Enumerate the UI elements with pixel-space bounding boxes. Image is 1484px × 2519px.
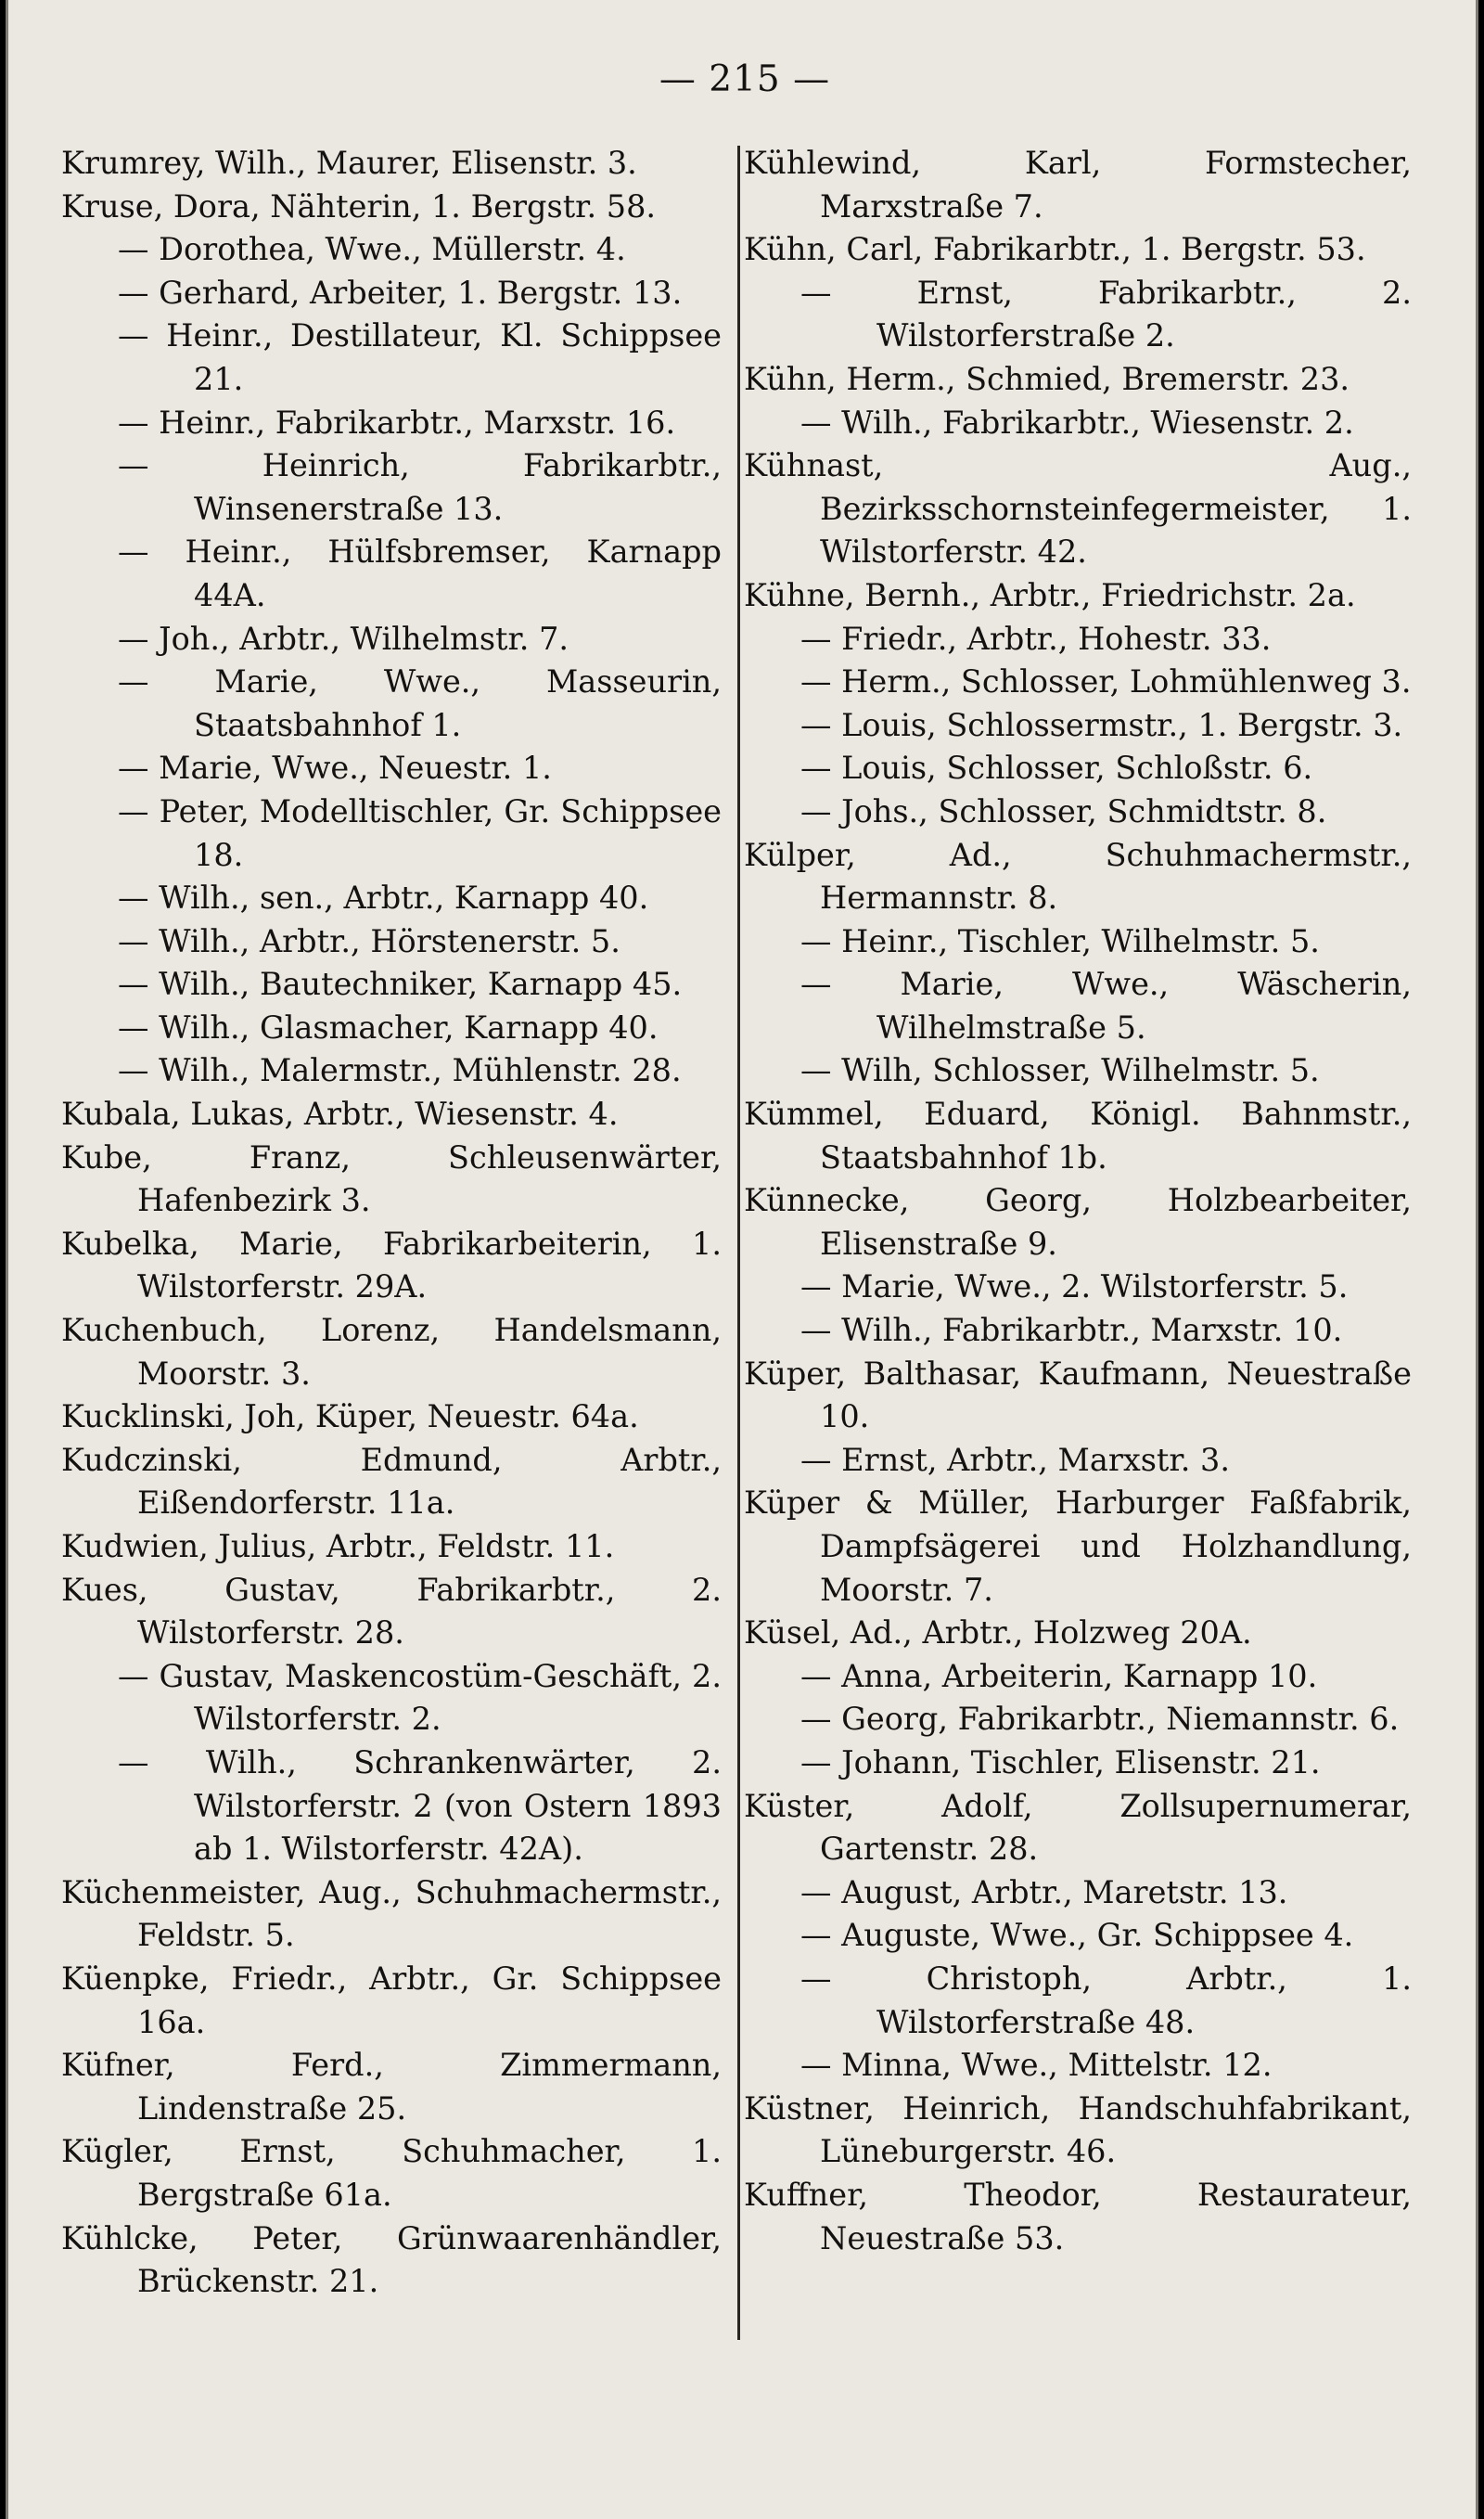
directory-subentry: — Wilh, Schlosser, Wilhelmstr. 5.: [744, 1049, 1412, 1093]
directory-subentry: — Wilh., Malermstr., Mühlenstr. 28.: [61, 1049, 722, 1093]
directory-subentry: — Marie, Wwe., Masseurin, Staatsbahnhof 1.: [61, 661, 722, 747]
directory-subentry: — Dorothea, Wwe., Müllerstr. 4.: [61, 228, 722, 272]
directory-entry: Külper, Ad., Schuhmachermstr., Hermannstr. 8.: [744, 836, 1412, 917]
directory-entry: Kühnast, Aug., Bezirksschornsteinfegermeister, 1. Wilstorferstr. 42.: [744, 447, 1412, 571]
directory-subentry: — Heinr., Fabrikarbtr., Marxstr. 16.: [61, 402, 722, 445]
directory-subentry: — Marie, Wwe., Wäscherin, Wilhelmstraße 5.: [744, 963, 1412, 1049]
directory-entry: Kümmel, Eduard, Königl. Bahnmstr., Staatsbahnhof 1b.: [744, 1096, 1412, 1176]
directory-entry: Küenpke, Friedr., Arbtr., Gr. Schippsee 16a.: [61, 1960, 722, 2040]
directory-subentry: — Wilh., Fabrikarbtr., Wiesenstr. 2.: [744, 402, 1412, 445]
directory-entry: Kühlcke, Peter, Grünwaarenhändler, Brückenstr. 21.: [61, 2219, 722, 2300]
directory-entry: Küfner, Ferd., Zimmermann, Lindenstraße 25.: [61, 2047, 722, 2127]
directory-entry: Kühn, Herm., Schmied, Bremerstr. 23.: [744, 360, 1350, 397]
directory-subentry: — Gerhard, Arbeiter, 1. Bergstr. 13.: [61, 272, 722, 315]
directory-entry: Küper & Müller, Harburger Faßfabrik, Dampfsägerei und Holzhandlung, Moorstr. 7.: [744, 1484, 1412, 1608]
directory-entry: Kubelka, Marie, Fabrikarbeiterin, 1. Wilstorferstr. 29A.: [61, 1225, 722, 1305]
directory-subentry: — Ernst, Fabrikarbtr., 2. Wilstorferstraße 2.: [744, 272, 1412, 358]
directory-entry: Küsel, Ad., Arbtr., Holzweg 20A.: [744, 1614, 1252, 1651]
directory-subentry: — August, Arbtr., Maretstr. 13.: [744, 1871, 1412, 1915]
directory-subentry: — Heinrich, Fabrikarbtr., Winsenerstraße 13.: [61, 444, 722, 531]
directory-subentry: — Marie, Wwe., Neuestr. 1.: [61, 747, 722, 790]
directory-subentry: — Minna, Wwe., Mittelstr. 12.: [744, 2044, 1412, 2088]
directory-subentry: — Marie, Wwe., 2. Wilstorferstr. 5.: [744, 1266, 1412, 1309]
directory-subentry: — Wilh., Glasmacher, Karnapp 40.: [61, 1007, 722, 1050]
directory-subentry: — Auguste, Wwe., Gr. Schippsee 4.: [744, 1914, 1412, 1958]
directory-subentry: — Johann, Tischler, Elisenstr. 21.: [744, 1741, 1412, 1785]
directory-subentry: — Wilh., Bautechniker, Karnapp 45.: [61, 963, 722, 1007]
directory-entry: Kühne, Bernh., Arbtr., Friedrichstr. 2a.: [744, 576, 1356, 613]
page-number: — 215 —: [659, 58, 831, 100]
left-column: [61, 142, 722, 2304]
directory-subentry: — Anna, Arbeiterin, Karnapp 10.: [744, 1655, 1412, 1699]
directory-subentry: — Herm., Schlosser, Lohmühlenweg 3.: [744, 661, 1412, 704]
directory-entry: Kues, Gustav, Fabrikarbtr., 2. Wilstorferstr. 28.: [61, 1571, 722, 1651]
directory-subentry: — Peter, Modelltischler, Gr. Schippsee 18.: [61, 790, 722, 877]
directory-entry: Kudczinski, Edmund, Arbtr., Eißendorferstr. 11a.: [61, 1441, 722, 1522]
directory-entry: Küstner, Heinrich, Handschuhfabrikant, Lüneburgerstr. 46.: [744, 2089, 1412, 2170]
column-divider: [737, 146, 740, 2340]
directory-subentry: — Wilh., Arbtr., Hörstenerstr. 5.: [61, 920, 722, 964]
directory-subentry: — Heinr., Tischler, Wilhelmstr. 5.: [744, 920, 1412, 964]
directory-entry: Küster, Adolf, Zollsupernumerar, Gartenstr. 28.: [744, 1787, 1412, 1868]
directory-entry: Kühn, Carl, Fabrikarbtr., 1. Bergstr. 53.: [744, 231, 1366, 268]
directory-subentry: — Ernst, Arbtr., Marxstr. 3.: [744, 1439, 1412, 1483]
directory-entry: Kucklinski, Joh, Küper, Neuestr. 64a.: [61, 1398, 639, 1435]
directory-subentry: — Heinr., Destillateur, Kl. Schippsee 21.: [61, 315, 722, 401]
directory-entry: Kuchenbuch, Lorenz, Handelsmann, Moorstr. 3.: [61, 1312, 722, 1392]
directory-entry: Kühlewind, Karl, Formstecher, Marxstraße 7.: [744, 145, 1412, 225]
directory-subentry: — Joh., Arbtr., Wilhelmstr. 7.: [61, 618, 722, 662]
directory-subentry: — Louis, Schlossermstr., 1. Bergstr. 3.: [744, 704, 1412, 748]
directory-entry: Krumrey, Wilh., Maurer, Elisenstr. 3.: [61, 145, 637, 181]
directory-entry: Künnecke, Georg, Holzbearbeiter, Elisenstraße 9.: [744, 1182, 1412, 1262]
directory-subentry: — Johs., Schlosser, Schmidtstr. 8.: [744, 790, 1412, 834]
directory-entry: Kügler, Ernst, Schuhmacher, 1. Bergstraße 61a.: [61, 2133, 722, 2213]
directory-entry: Kuffner, Theodor, Restaurateur, Neuestraße 53.: [744, 2176, 1412, 2256]
directory-subentry: — Gustav, Maskencostüm-Geschäft, 2. Wilstorferstr. 2.: [61, 1655, 722, 1741]
directory-subentry: — Wilh., sen., Arbtr., Karnapp 40.: [61, 877, 722, 920]
directory-entry: Küchenmeister, Aug., Schuhmachermstr., Feldstr. 5.: [61, 1873, 722, 1954]
directory-subentry: — Wilh., Fabrikarbtr., Marxstr. 10.: [744, 1309, 1412, 1353]
directory-entry: Küper, Balthasar, Kaufmann, Neuestraße 10.: [744, 1355, 1412, 1435]
directory-entry: Kudwien, Julius, Arbtr., Feldstr. 11.: [61, 1528, 615, 1564]
directory-entry: Kube, Franz, Schleusenwärter, Hafenbezirk 3.: [61, 1138, 722, 1219]
directory-subentry: — Louis, Schlosser, Schloßstr. 6.: [744, 747, 1412, 790]
right-column: [744, 142, 1412, 2260]
directory-page: [6, 0, 1478, 2519]
directory-subentry: — Heinr., Hülfsbremser, Karnapp 44A.: [61, 531, 722, 617]
directory-subentry: — Friedr., Arbtr., Hohestr. 33.: [744, 618, 1412, 662]
directory-subentry: — Christoph, Arbtr., 1. Wilstorferstraße 48.: [744, 1958, 1412, 2044]
directory-entry: Kruse, Dora, Nähterin, 1. Bergstr. 58.: [61, 187, 657, 225]
directory-subentry: — Wilh., Schrankenwärter, 2. Wilstorferstr. 2 (von Ostern 1893 ab 1. Wilstorferstr. 42A).: [61, 1741, 722, 1871]
directory-subentry: — Georg, Fabrikarbtr., Niemannstr. 6.: [744, 1698, 1412, 1741]
directory-entry: Kubala, Lukas, Arbtr., Wiesenstr. 4.: [61, 1096, 619, 1133]
